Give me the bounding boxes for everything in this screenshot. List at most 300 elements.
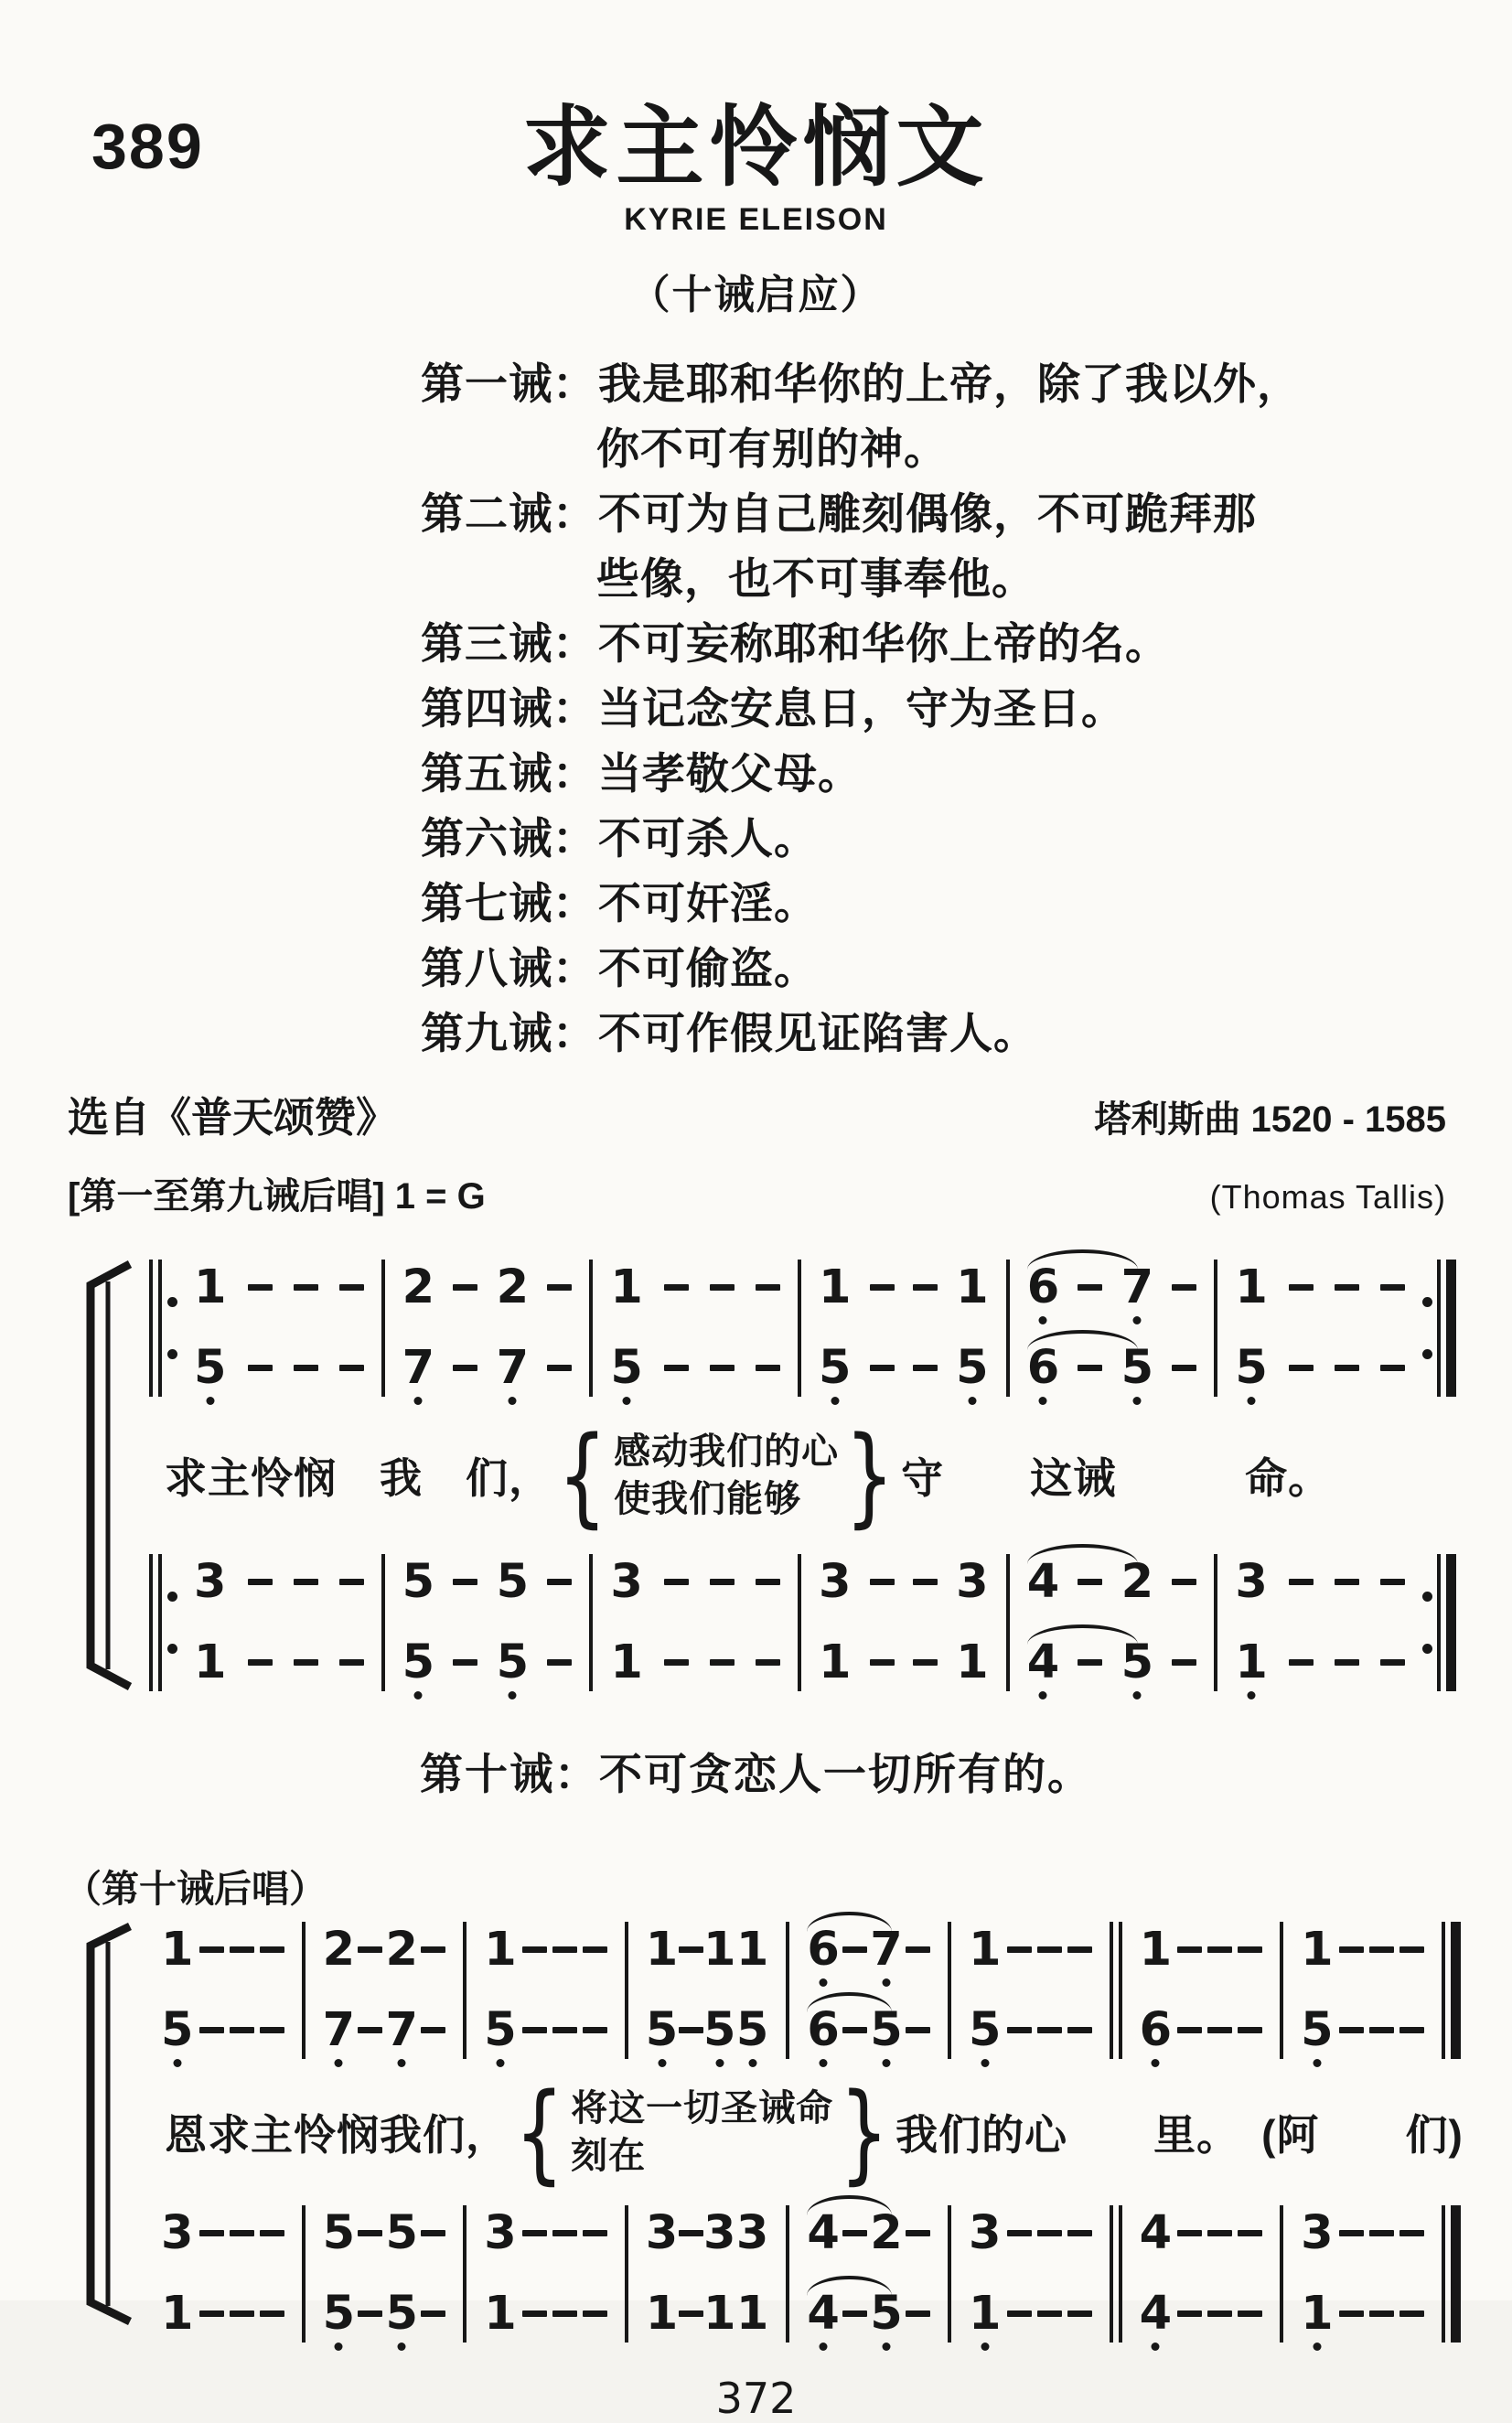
note-token: 5 xyxy=(968,2003,1002,2058)
composer-en: (Thomas Tallis) xyxy=(1209,1177,1446,1216)
page-title: 求主怜悯文 xyxy=(522,99,990,197)
dash-token xyxy=(230,2027,254,2033)
dash-token xyxy=(1007,1946,1032,1953)
commandment-line: 第一诫：我是耶和华你的上帝，除了我以外， xyxy=(421,359,1301,408)
dash-token xyxy=(1177,1946,1202,1953)
barline xyxy=(1119,2205,1122,2343)
voice-cell-soprano xyxy=(471,1922,620,1978)
commandment-label: 第三诫： xyxy=(421,618,596,668)
dash-token xyxy=(358,2027,382,2033)
note-token: 3 xyxy=(161,2206,194,2261)
note-token: 5 xyxy=(1121,1341,1154,1396)
note-token: 5 xyxy=(610,1341,643,1396)
note-token: 2 xyxy=(496,1260,530,1315)
note-token: 5 xyxy=(1235,1341,1268,1396)
note-token: 5 xyxy=(870,2287,903,2342)
voice-cell-soprano xyxy=(1288,1922,1437,1978)
dash-token xyxy=(1238,2310,1262,2317)
note-token: 5 xyxy=(496,1555,530,1610)
note-token: 3 xyxy=(819,1555,852,1610)
note-token: 1 xyxy=(645,1923,679,1978)
voice-cell-tenor xyxy=(148,2205,297,2262)
voice-cell-bass xyxy=(806,1635,1002,1691)
dash-token xyxy=(199,2310,224,2317)
barline xyxy=(381,1554,385,1691)
dash-token xyxy=(358,2230,382,2236)
dash-token xyxy=(248,1365,273,1371)
voice-cell-soprano xyxy=(1014,1260,1210,1316)
note-token: 2 xyxy=(870,2206,903,2261)
voice-cell-alto xyxy=(1127,2002,1276,2059)
note-token: 1 xyxy=(956,1635,989,1690)
repeat-dot xyxy=(1422,1644,1432,1654)
voice-cell-tenor xyxy=(471,2205,620,2262)
commandment-label: 第九诫： xyxy=(421,1008,596,1057)
music-system-1 xyxy=(77,1260,1459,1691)
voice-cell-bass xyxy=(310,2286,459,2343)
dash-token xyxy=(1399,2230,1424,2236)
dash-token xyxy=(1369,2230,1394,2236)
voice-cell-bass xyxy=(1127,2286,1276,2343)
dash-token xyxy=(1078,1659,1102,1666)
commandment-ten: 第十诫：不可贪恋人一切所有的。 xyxy=(420,1749,1092,1798)
dash-token xyxy=(913,1579,938,1585)
lyric-brace-close: } xyxy=(839,2068,890,2195)
dash-token xyxy=(248,1284,273,1291)
dash-token xyxy=(552,2027,577,2033)
dash-token xyxy=(1399,2310,1424,2317)
dash-token xyxy=(547,1659,572,1666)
dash-token xyxy=(1067,2310,1092,2317)
voice-cell-alto xyxy=(181,1340,377,1397)
commandment-label: 第四诫： xyxy=(421,683,596,733)
title-note: （十诫启应） xyxy=(629,272,883,317)
note-token: 5 xyxy=(161,2003,194,2058)
dash-token xyxy=(1369,1946,1394,1953)
dash-token xyxy=(1238,2027,1262,2033)
dash-token xyxy=(294,1579,318,1585)
dash-token xyxy=(248,1579,273,1585)
note-token: 3 xyxy=(484,2206,517,2261)
voice-cell-soprano xyxy=(806,1260,1002,1316)
hymn-number: 389 xyxy=(91,111,204,182)
measure xyxy=(179,1260,379,1397)
voice-cell-bass xyxy=(794,2286,943,2343)
title-latin: KYRIE ELEISON xyxy=(624,201,888,237)
dash-token xyxy=(756,1659,780,1666)
note-token: 1 xyxy=(968,2287,1002,2342)
voice-cell-alto xyxy=(471,2002,620,2059)
note-token: 7 xyxy=(385,2003,418,2058)
dash-token xyxy=(552,2230,577,2236)
note-token: 6 xyxy=(807,1923,840,1978)
dash-token xyxy=(710,1579,735,1585)
note-token: 5 xyxy=(645,2003,679,2058)
dash-token xyxy=(339,1284,364,1291)
commandment-line: 第八诫：不可偷盗。 xyxy=(421,943,818,992)
dash-token xyxy=(1037,2230,1062,2236)
dash-token xyxy=(1380,1579,1405,1585)
voice-cell-alto xyxy=(310,2002,459,2059)
lyric-brace-open: { xyxy=(557,1411,608,1538)
lyric-text: 恩求主怜悯我们， xyxy=(165,2110,509,2159)
repeat-dots xyxy=(1420,1554,1434,1691)
dash-token xyxy=(664,1659,689,1666)
dash-token xyxy=(1207,2310,1232,2317)
note-token: 1 xyxy=(645,2287,679,2342)
note-token: 1 xyxy=(161,2287,194,2342)
voice-cell-tenor xyxy=(1014,1554,1210,1611)
note-token: 5 xyxy=(385,2287,418,2342)
barline xyxy=(1446,1554,1456,1691)
barline xyxy=(1280,2205,1283,2343)
note-token: 1 xyxy=(703,1923,736,1978)
note-token: 5 xyxy=(703,2003,736,2058)
barline xyxy=(302,1922,306,2059)
dash-token xyxy=(230,2230,254,2236)
voice-pair xyxy=(146,1922,1464,2059)
barline xyxy=(1280,1922,1283,2059)
lyric-text: 守 这诫 命。 xyxy=(901,1453,1332,1502)
dash-token xyxy=(199,1946,224,1953)
dash-token xyxy=(583,2230,607,2236)
note-token: 6 xyxy=(1026,1260,1060,1315)
note-token: 1 xyxy=(968,1923,1002,1978)
dash-token xyxy=(294,1659,318,1666)
voice-cell-tenor xyxy=(956,2205,1105,2262)
repeat-dot xyxy=(167,1349,177,1359)
voice-cell-alto xyxy=(794,2002,943,2059)
dash-token xyxy=(870,1284,895,1291)
note-token: 3 xyxy=(968,2206,1002,2261)
dash-token xyxy=(1369,2027,1394,2033)
dash-token xyxy=(906,1946,930,1953)
note-token: 5 xyxy=(870,2003,903,2058)
barline xyxy=(1437,1260,1441,1397)
composer-cn: 塔利斯曲 1520 - 1585 xyxy=(1094,1099,1446,1140)
dash-token xyxy=(421,2230,445,2236)
measure xyxy=(179,1554,379,1691)
dash-token xyxy=(842,1946,867,1953)
note-token: 4 xyxy=(807,2287,840,2342)
dash-token xyxy=(453,1659,477,1666)
measure xyxy=(954,1922,1107,2059)
note-token: 2 xyxy=(385,1923,418,1978)
commandment-label: 第一诫： xyxy=(421,359,596,408)
barline xyxy=(1006,1260,1010,1397)
barline xyxy=(1119,1922,1122,2059)
dash-token xyxy=(547,1365,572,1371)
music-system-2 xyxy=(77,1922,1464,2343)
dash-token xyxy=(870,1579,895,1585)
dash-token xyxy=(547,1579,572,1585)
note-token: 4 xyxy=(1026,1635,1060,1690)
dash-token xyxy=(679,2310,703,2317)
measure xyxy=(631,1922,784,2059)
dash-token xyxy=(248,1659,273,1666)
note-token: 5 xyxy=(402,1555,435,1610)
voice-cell-bass xyxy=(633,2286,782,2343)
barline xyxy=(1446,1260,1456,1397)
dash-token xyxy=(1172,1659,1196,1666)
note-token: 1 xyxy=(819,1260,852,1315)
note-token: 1 xyxy=(610,1635,643,1690)
dash-token xyxy=(339,1659,364,1666)
barline xyxy=(158,1554,162,1691)
dash-token xyxy=(906,2230,930,2236)
voice-cell-bass xyxy=(390,1635,585,1691)
measure xyxy=(308,1922,461,2059)
dash-token xyxy=(756,1579,780,1585)
commandment-label: 第七诫： xyxy=(421,878,596,927)
note-token: 1 xyxy=(1139,1923,1173,1978)
commandment-line: 些像，也不可事奉他。 xyxy=(596,553,1035,603)
repeat-dot xyxy=(167,1297,177,1307)
barline xyxy=(786,2205,789,2343)
dash-token xyxy=(294,1365,318,1371)
note-token: 5 xyxy=(484,2003,517,2058)
dash-token xyxy=(1078,1365,1102,1371)
dash-token xyxy=(1172,1284,1196,1291)
barline xyxy=(948,2205,951,2343)
lyric-brace-line: 感动我们的心 xyxy=(614,1431,840,1472)
dash-token xyxy=(906,2027,930,2033)
dash-token xyxy=(1078,1579,1102,1585)
measure xyxy=(792,2205,945,2343)
dash-token xyxy=(1067,2027,1092,2033)
dash-token xyxy=(358,2310,382,2317)
voice-cell-alto xyxy=(956,2002,1105,2059)
barline xyxy=(463,2205,466,2343)
dash-token xyxy=(756,1284,780,1291)
dash-token xyxy=(1007,2230,1032,2236)
measure xyxy=(388,1260,587,1397)
note-token: 3 xyxy=(610,1555,643,1610)
barline xyxy=(798,1260,801,1397)
lyric-brace-stack xyxy=(614,1430,839,1521)
repeat-dots xyxy=(1420,1260,1434,1397)
voice-cell-tenor xyxy=(794,2205,943,2262)
dash-token xyxy=(552,1946,577,1953)
measure xyxy=(595,1260,795,1397)
barline xyxy=(1451,2205,1461,2343)
barline xyxy=(786,1922,789,2059)
dash-token xyxy=(1335,1659,1359,1666)
dash-token xyxy=(870,1659,895,1666)
system-1-body xyxy=(146,1260,1459,1691)
note-token: 3 xyxy=(194,1555,227,1610)
repeat-dot xyxy=(1422,1349,1432,1359)
voice-cell-soprano xyxy=(633,1922,782,1978)
measure xyxy=(804,1260,1003,1397)
dash-token xyxy=(913,1284,938,1291)
dash-token xyxy=(842,2310,867,2317)
dash-token xyxy=(339,1579,364,1585)
dash-token xyxy=(870,1365,895,1371)
note-token: 1 xyxy=(1301,2287,1334,2342)
commandment-line: 第三诫：不可妄称耶和华你上帝的名。 xyxy=(421,618,1169,668)
note-token: 5 xyxy=(735,2003,769,2058)
dash-token xyxy=(260,2027,284,2033)
note-token: 1 xyxy=(484,2287,517,2342)
voice-cell-soprano xyxy=(956,1922,1105,1978)
dash-token xyxy=(756,1365,780,1371)
note-token: 1 xyxy=(735,2287,769,2342)
voice-cell-bass xyxy=(956,2286,1105,2343)
commandment-label: 第八诫： xyxy=(421,943,596,992)
voice-cell-bass xyxy=(1222,1635,1418,1691)
voice-cell-tenor xyxy=(597,1554,793,1611)
measure xyxy=(1125,1922,1278,2059)
dash-token xyxy=(583,1946,607,1953)
repeat-dot xyxy=(167,1644,177,1654)
note-token: 5 xyxy=(496,1635,530,1690)
voice-cell-soprano xyxy=(148,1922,297,1978)
dash-token xyxy=(906,2310,930,2317)
dash-token xyxy=(1380,1365,1405,1371)
barline xyxy=(1110,1922,1113,2059)
commandment-line: 第二诫：不可为自己雕刻偶像，不可跪拜那 xyxy=(421,488,1257,538)
voice-cell-alto xyxy=(1288,2002,1437,2059)
note-token: 3 xyxy=(703,2206,736,2261)
dash-token xyxy=(1037,2027,1062,2033)
measure xyxy=(595,1554,795,1691)
note-token: 1 xyxy=(703,2287,736,2342)
barline xyxy=(463,1922,466,2059)
lyric-brace-close: } xyxy=(844,1411,895,1538)
dash-token xyxy=(710,1284,735,1291)
voice-cell-bass xyxy=(1288,2286,1437,2343)
note-token: 5 xyxy=(322,2206,356,2261)
dash-token xyxy=(1339,2230,1364,2236)
note-token: 1 xyxy=(484,1923,517,1978)
dash-token xyxy=(1339,1946,1364,1953)
note-token: 1 xyxy=(610,1260,643,1315)
measure xyxy=(308,2205,461,2343)
dash-token xyxy=(453,1284,477,1291)
measure xyxy=(954,2205,1107,2343)
measure xyxy=(1220,1554,1420,1691)
voice-cell-tenor xyxy=(1222,1554,1418,1611)
voice-cell-soprano xyxy=(794,1922,943,1978)
note-token: 5 xyxy=(385,2206,418,2261)
voice-cell-bass xyxy=(1014,1635,1210,1691)
note-token: 1 xyxy=(1235,1260,1268,1315)
commandment-label: 第二诫： xyxy=(421,488,596,538)
lyric-brace-line: 将这一切圣诫命 xyxy=(571,2087,834,2128)
measure xyxy=(792,1922,945,2059)
commandment-label: 第六诫： xyxy=(421,813,596,863)
performance-cue: [第一至第九诫后唱] 1 = G xyxy=(68,1175,486,1217)
dash-token xyxy=(260,2230,284,2236)
dash-token xyxy=(522,2230,547,2236)
voice-cell-alto xyxy=(148,2002,297,2059)
lyric-text: 我们的心 里。 (阿 们) xyxy=(895,2110,1464,2159)
barline xyxy=(589,1260,593,1397)
dash-token xyxy=(1399,2027,1424,2033)
dash-token xyxy=(199,2027,224,2033)
measure xyxy=(631,2205,784,2343)
barline xyxy=(948,1922,951,2059)
barline xyxy=(1451,1922,1461,2059)
dash-token xyxy=(913,1659,938,1666)
source-text: 选自《普天颂赞》 xyxy=(68,1093,398,1141)
dash-token xyxy=(453,1365,477,1371)
barline xyxy=(1006,1554,1010,1691)
measure xyxy=(388,1554,587,1691)
dash-token xyxy=(1172,1365,1196,1371)
system-bracket xyxy=(77,1922,135,2326)
commandment-line: 第九诫：不可作假见证陷害人。 xyxy=(421,1008,1037,1057)
note-token: 5 xyxy=(1301,2003,1334,2058)
voice-pair xyxy=(146,1260,1459,1397)
barline xyxy=(1214,1260,1217,1397)
repeat-dot xyxy=(1422,1592,1432,1602)
commandment-line: 你不可有别的神。 xyxy=(596,423,948,473)
note-token: 6 xyxy=(1026,1341,1060,1396)
dash-token xyxy=(1339,2310,1364,2317)
voice-cell-alto xyxy=(633,2002,782,2059)
dash-token xyxy=(710,1659,735,1666)
system-bracket xyxy=(77,1260,135,1691)
dash-token xyxy=(679,1946,703,1953)
dash-token xyxy=(1007,2310,1032,2317)
lyric-brace-line: 使我们能够 xyxy=(614,1478,802,1519)
measure xyxy=(1013,1554,1212,1691)
lyric-line xyxy=(146,1402,1459,1549)
note-token: 1 xyxy=(161,1923,194,1978)
note-token: 5 xyxy=(956,1341,989,1396)
title-block xyxy=(0,0,1512,320)
barline xyxy=(158,1260,162,1397)
barline xyxy=(149,1260,153,1397)
dash-token xyxy=(1335,1579,1359,1585)
dash-token xyxy=(1380,1284,1405,1291)
dash-token xyxy=(1399,1946,1424,1953)
dash-token xyxy=(1289,1579,1314,1585)
voice-cell-tenor xyxy=(310,2205,459,2262)
commandments xyxy=(421,351,1512,1066)
voice-cell-soprano xyxy=(597,1260,793,1316)
dash-token xyxy=(1007,2027,1032,2033)
dash-token xyxy=(294,1284,318,1291)
note-token: 2 xyxy=(1121,1555,1154,1610)
dash-token xyxy=(522,1946,547,1953)
dash-token xyxy=(1207,2027,1232,2033)
voice-cell-bass xyxy=(181,1635,377,1691)
barline xyxy=(798,1554,801,1691)
dash-token xyxy=(339,1365,364,1371)
note-token: 1 xyxy=(956,1260,989,1315)
dash-token xyxy=(1289,1365,1314,1371)
barline xyxy=(625,2205,628,2343)
note-token: 4 xyxy=(1139,2206,1173,2261)
dash-token xyxy=(1177,2310,1202,2317)
measure xyxy=(1220,1260,1420,1397)
dash-token xyxy=(522,2310,547,2317)
barline xyxy=(302,2205,306,2343)
voice-cell-bass xyxy=(597,1635,793,1691)
measure xyxy=(1125,2205,1278,2343)
dash-token xyxy=(199,2230,224,2236)
dash-token xyxy=(1335,1365,1359,1371)
dash-token xyxy=(421,2310,445,2317)
note-token: 3 xyxy=(645,2206,679,2261)
dash-token xyxy=(1172,1579,1196,1585)
lyric-text: 求主怜悯 我 们， xyxy=(165,1453,552,1502)
note-token: 5 xyxy=(1121,1635,1154,1690)
note-token: 7 xyxy=(1121,1260,1154,1315)
